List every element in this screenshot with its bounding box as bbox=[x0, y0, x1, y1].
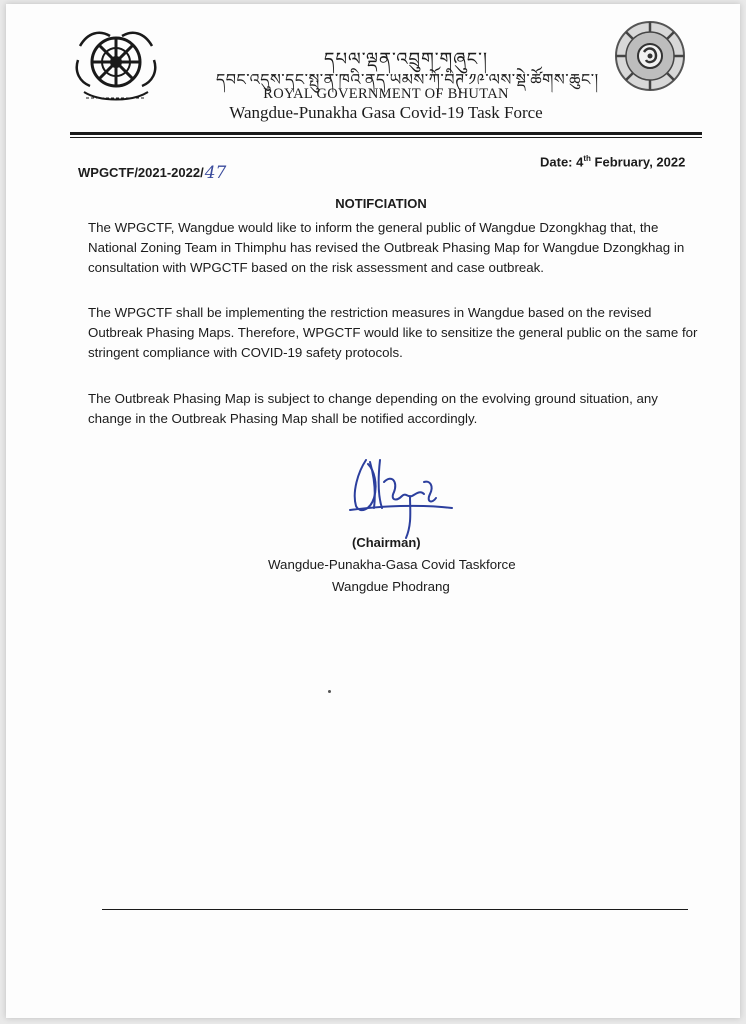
notice-heading: NOTIFCIATION bbox=[335, 196, 427, 211]
signatory-role: (Chairman) bbox=[352, 535, 421, 550]
footer-divider bbox=[102, 909, 688, 910]
dzongkha-line-1: དཔལ་ལྡན་འབྲུག་གཞུང་། bbox=[324, 49, 488, 70]
signatory-office: Wangdue-Punakha-Gasa Covid Taskforce bbox=[268, 557, 516, 572]
handwritten-reference: 47 bbox=[204, 163, 227, 183]
government-name: ROYAL GOVERNMENT OF BHUTAN bbox=[263, 86, 509, 102]
chairman-signature bbox=[340, 452, 460, 548]
dharma-wheel-emblem-icon bbox=[612, 18, 688, 94]
date-prefix: Date: 4 bbox=[540, 154, 584, 170]
paragraph-2: The WPGCTF shall be implementing the restriction measures in Wangdue based on the revised Outbreak Phasing Maps. Therefore, WPGCTF would like to sensitize the general public on the same for stringent compliance with COVID-19 safety protocols. bbox=[88, 305, 698, 360]
paragraph-3: The Outbreak Phasing Map is subject to change depending on the evolving ground situation, any change in the Outbreak Phasing Map shall be notified accordingly. bbox=[88, 391, 658, 426]
notification-page bbox=[6, 4, 740, 1018]
reference-number-text: WPGCTF/2021-2022/ bbox=[78, 165, 204, 180]
date-rest: February, 2022 bbox=[590, 154, 686, 170]
header-divider-thick bbox=[70, 132, 702, 135]
royal-emblem-icon bbox=[70, 26, 162, 106]
task-force-name: Wangdue-Punakha Gasa Covid-19 Task Force bbox=[229, 103, 543, 122]
paper-speck bbox=[328, 690, 331, 693]
dzongkha-line-2: དབང་འདུས་དང་སྤུ་ན་ཁའི་ནད་ཡམས་ཀོ་བིཊ་༡༩་ལས་སྡེ་ཚོགས་ཆུང་། bbox=[216, 70, 599, 89]
notice-date bbox=[540, 154, 685, 169]
reference-number bbox=[78, 162, 226, 182]
paragraph-1: The WPGCTF, Wangdue would like to inform the general public of Wangdue Dzongkhag that, the National Zoning Team in Thimphu has revised the Outbreak Phasing Map for Wangdue Dzongkhag in consultation with WPGCTF based on the risk assessment and case outbreak. bbox=[88, 220, 685, 275]
signatory-location: Wangdue Phodrang bbox=[332, 579, 450, 594]
header-divider-thin bbox=[70, 137, 702, 138]
date-suffix: th bbox=[583, 154, 591, 163]
